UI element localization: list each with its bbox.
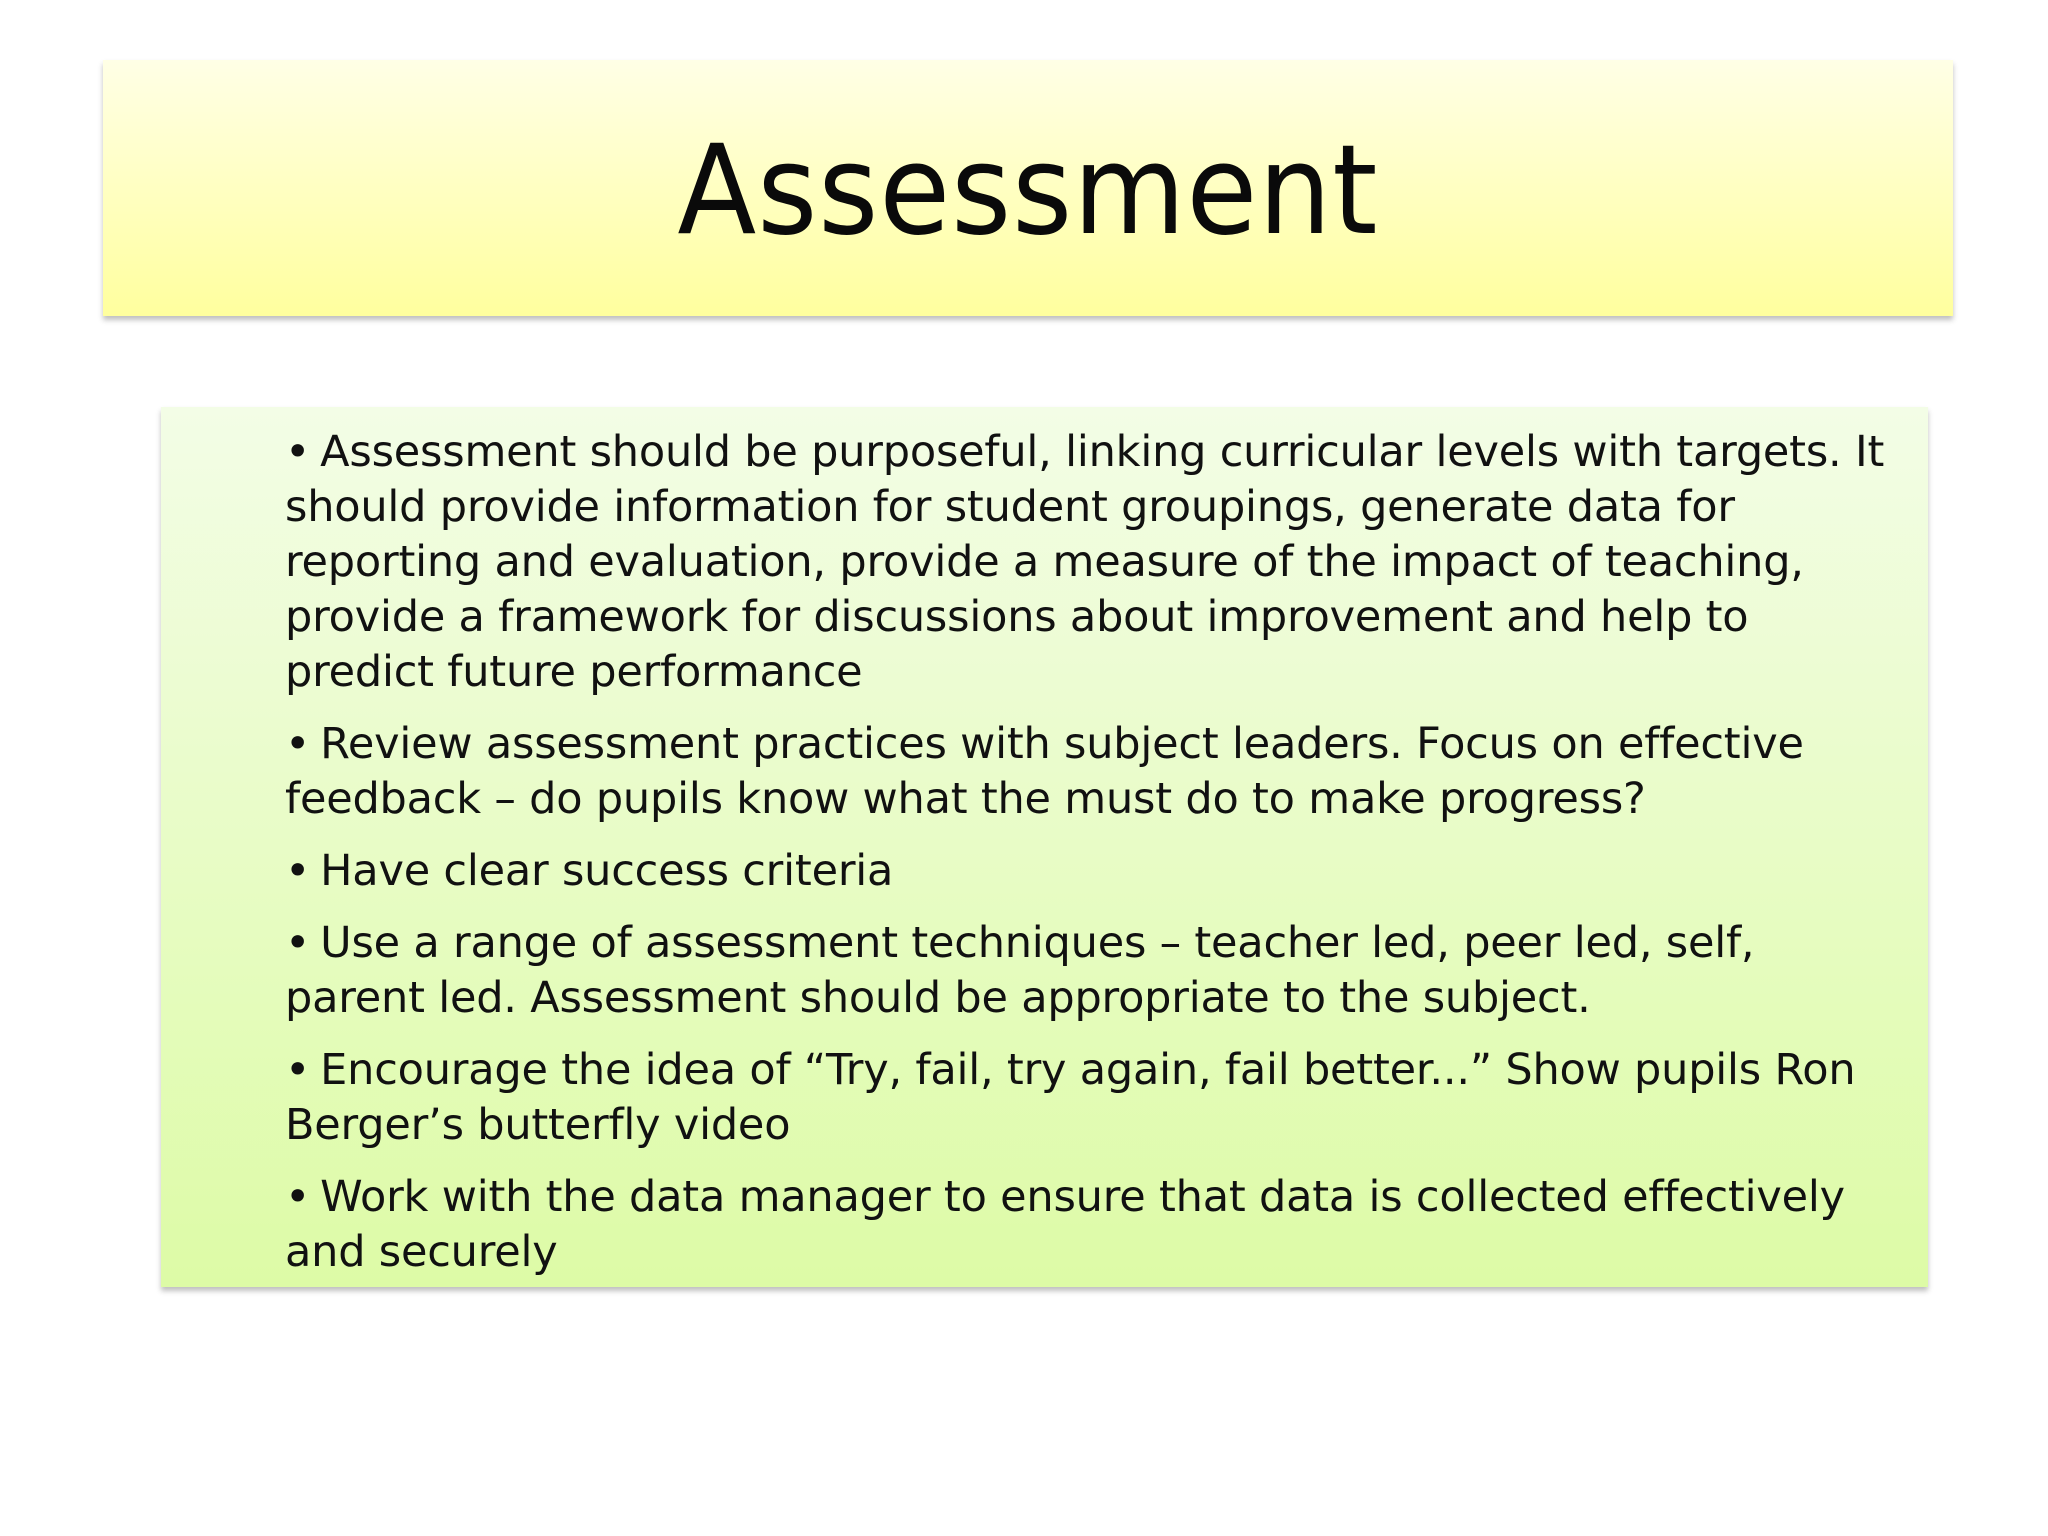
bullet-text: Review assessment practices with subject leaders. Focus on effective feedback – do pupils know what the must do to make progress?: [285, 719, 1804, 824]
bullet-dot-icon: •: [285, 846, 311, 896]
bullet-dot-icon: •: [285, 1172, 311, 1222]
bullet-dot-icon: •: [285, 918, 311, 968]
bullet-text: Have clear success criteria: [320, 846, 894, 896]
slide-title: Assessment: [677, 119, 1379, 263]
bullet-text: Work with the data manager to ensure that data is collected effectively and securely: [285, 1172, 1845, 1277]
content-box: [161, 407, 1928, 1287]
bullet-item: [285, 1043, 1898, 1153]
bullet-text: Assessment should be purposeful, linking curricular levels with targets. It should provide information for student groupings, generate data for reporting and evaluation, provide a measure of the impact of teaching, provide a framework for discussions about improvement and help to predict future performance: [285, 427, 1885, 697]
bullet-item: [285, 916, 1898, 1026]
bullet-item: [285, 1170, 1898, 1280]
title-box: [103, 60, 1953, 316]
bullet-item: [285, 717, 1898, 827]
bullet-list: [285, 425, 1898, 1280]
bullet-item: [285, 844, 1898, 899]
bullet-item: [285, 425, 1898, 700]
bullet-dot-icon: •: [285, 1045, 311, 1095]
bullet-text: Use a range of assessment techniques – teacher led, peer led, self, parent led. Assessment should be appropriate to the subject.: [285, 918, 1755, 1023]
bullet-dot-icon: •: [285, 719, 311, 769]
bullet-text: Encourage the idea of “Try, fail, try again, fail better...” Show pupils Ron Berger’s butterfly video: [285, 1045, 1856, 1150]
bullet-dot-icon: •: [285, 427, 311, 477]
